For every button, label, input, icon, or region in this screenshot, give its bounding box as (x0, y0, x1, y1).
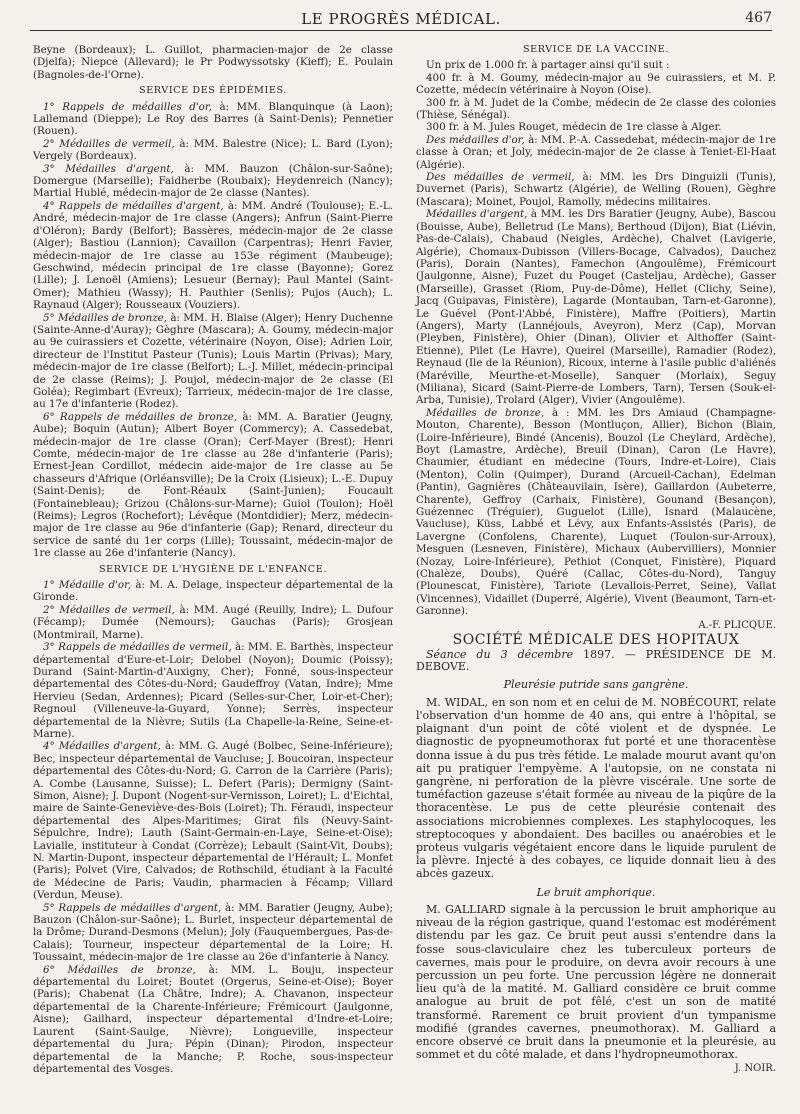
paragraph: 4° Rappels de médailles d'argent, à: MM. André (Toulouse); E.-L. André, médecin-major de 1re classe (Angers); Anfrun (Saint-Pierre d'Oléron); Bardy (Belfort); Bassères, médecin-major de 2e classe (Alger); Bastiou (Lannion); Cavaillon (Carpentras); Henri Favier, médecin-major de 1re classe au 153e régiment (Maubeuge); Geschwind, médecin principal de 1re classe (Bayonne); Gorez (Lille); J. Lenoël (Amiens); Lesueur (Bernay); Paul Mantel (Saint-Omer); Mathieu (Wassy); H. Pauthier (Senlis); Pujos (Auch); L. Raynaud (Alger); Rousseaux (Vouziers). (33, 199, 394, 312)
paragraph: 5° Médailles de bronze, à: MM. H. Blaise (Alger); Henry Duchenne (Sainte-Anne-d'Auray); Gèghre (Mascara); A. Goumy, médecin-major au 9e cuirassiers et Cozette, vétérinaire (Noyon, Oise); Adrien Loir, directeur de l'Institut Pasteur (Tunis); Louis Martin (Privas); Mary, médecin-major de 1re classe (Belfort); L.-J. Millet, médecin-principal de 2e classe (Reims); J. Poujol, médecin-major de 2e classe (El Goléa); Regimbart (Evreux); Tarrieux, médecin-major de 1re classe, au 17e d'infanterie (Rodez). (33, 311, 393, 411)
paragraph: Des médailles de vermeil, à: MM. les Drs Dinguizli (Tunis), Duvernet (Paris), Schwartz (Algérie), de Welling (Rouen), Gèghre (Mascara); Moinet, Poujol, Ramolly, médecins militaires. (416, 171, 776, 208)
paragraph: 4° Médailles d'argent, à: MM. G. Augé (Bolbec, Seine-Inférieure); Bec, inspecteur départemental de Vaucluse; J. Boucoiran, inspecteur départemental des Côtes-du-Nord; G. Carron de la Carrière (Paris); A. Combe (Lausanne, Suisse); L. Defert (Paris); Dermigny (Saint-Simon, Aisne); J. Dupont (Nogent-sur-Vernisson, Loiret); L. d'Eichtal, maire de Sainte-Geneviève-des-Bois (Loiret); Th. Féraudi, inspecteur départemental des Alpes-Maritimes; Girat fils (Neuvy-Saint-Sépulchre, Indre); Lauth (Saint-Germain-en-Laye, Seine-et-Oise); Lavialle, instituteur à Condat (Corrèze); Lebault (Saint-Vit, Doubs); N. Martin-Dupont, inspecteur départemental de l'Hérault; L. Monfet (Paris); Polvet (Vire, Calvados; de Rothschild, étudiant à la Faculté de Médecine de Paris; Vaudin, pharmacien à Fécamp; Villard (Verdun, Meuse). (33, 740, 393, 902)
paragraph: 3° Rappels de médailles de vermeil, à: MM. E. Barthès, inspecteur départemental d'Eure-et-Loir; Delobel (Noyon); Doumic (Poissy); Durand (Saint-Martin-d'Auxigny, Cher); Fonné, sous-inspecteur départemental des Côtes-du-Nord; Gaudeffroy (Vatan, Indre); Mme Hervieu (Sedan, Ardennes); Picard (Selles-sur-Cher, Loir-et-Cher); Regnoul (Villeneuve-la-Guyard, Yonne); Serrès, inspecteur départemental de la Nièvre; Sutils (La Chapelle-la-Reine, Seine-et-Marne). (33, 641, 393, 740)
subtitle: Le bruit amphorique. (536, 885, 656, 899)
paragraph: 300 fr. à M. Judet de la Combe, médecin de 2e classe des colonies (Thièse, Sénégal). (416, 96, 776, 122)
paragraph: 5° Rappels de médailles d'argent, à: MM. Baratier (Jeugny, Aube); Bauzon (Châlon-sur-Saône); L. Burlet, inspecteur départemental de la Drôme; Durand-Desmons (Melun); Joly (Fauquembergues, Pas-de-Calais); Tourneur, inspecteur départemental de la Loire; H. Toussaint, médecin-major de 1re classe au 26e d'infanterie à Nancy. (33, 901, 394, 964)
paragraph: 2° Médailles de vermeil, à: MM. Balestre (Nice); L. Bard (Lyon); Vergely (Bordeaux). (33, 137, 393, 163)
seance-line: Séance du 3 décembre 1897. — PRÉSIDENCE DE M. DEBOVE. (416, 647, 776, 673)
right-column (416, 44, 776, 1076)
paragraph: 300 fr. à M. Jules Rouget, médecin de 1re classe à Alger. (426, 121, 722, 134)
paragraph: 400 fr. à M. Goumy, médecin-major au 9e cuirassiers, et M. P. Cozette, médecin vétérinaire à Noyon (Oise). (416, 71, 776, 97)
society-heading: SOCIÉTÉ MÉDICALE DES HOPITAUX (452, 632, 740, 649)
paragraph: Des médailles d'or, à: MM. P.-A. Cassedebat, médecin-major de 1re classe à Oran; et Joly, médecin-major de 2e classe à Teniet-El-Haat (Algérie). (416, 133, 776, 171)
page-number: 467 (745, 10, 772, 26)
section-heading-enfance: SERVICE DE L'HYGIÈNE DE L'ENFANCE. (98, 563, 327, 575)
paragraph: 3° Médailles d'argent, à: MM. Bauzon (Châlon-sur-Saône); Domergue (Marseille); Faidherbe (Roubaix); Heydenreich (Nancy); Martial Hublé, médecin-major de 2e classe (Nantes). (33, 162, 393, 200)
paragraph: 6° Médailles de bronze, à: MM. L. Bouju, inspecteur départemental du Loiret; Boutet (Orgerus, Seine-et-Oise); Boyer (Paris); Chabenat (La Châtre, Indre); A. Chavanon, inspecteur départemental de la Charente-Inférieure; Frémicourt (Jaulgonne, Aisne); Gailhard, inspecteur départemental d'Indre-et-Loire; Laurent (Saint-Saulge, Nièvre); Longueville, inspecteur départemental du Jura; Pépin (Dinan); Pirodon, inspecteur départemental de la Manche; P. Roche, sous-inspecteur départemental des Vosges. (33, 963, 394, 1075)
section-heading-vaccine: SERVICE DE LA VACCINE. (523, 44, 669, 55)
paragraph: 2° Médailles de vermeil, à: MM. Augé (Reuilly, Indre); L. Dufour (Fécamp); Dumée (Nemours); Gauchas (Paris); Grosjean (Montmirail, Marne). (33, 603, 393, 641)
left-column (33, 44, 393, 1075)
subtitle: Pleurésie putride sans gangrène. (503, 678, 689, 692)
paragraph: Médailles de bronze, à : MM. les Drs Amiaud (Champagne-Mouton, Charente), Besson (Montluçon, Allier), Bichon (Blain, (Loire-Inférieure), Bindé (Ancenis), Bouzol (Le Cheylard, Ardèche), Boyt (Lamastre, Ardèche), Breuil (Dinan), Caron (Le Havre), Chaumier, étudiant en médecine (Tours, Indre-et-Loire), Ciais (Menton), Colin (Quimper), Durand (Arcueil-Cachan), Edelman (Pantin), Gagnières (Châteauvilain, Isère), Gaillardon (Aubeterre, Charente), Geffroy (Carhaix, Finistère), Gounand (Besançon), Guézennec (Tréguier), Guguelot (Lille), Isnard (Malaucène, Vaucluse), Küss, Labbé et Lévy, aux Enfants-Assistés (Paris), de Lavergne (Confolens, Charente), Luquet (Toulon-sur-Arroux), Mesguen (Lesneven, Finistère), Michaux (Aubervilliers), Monnier (Nozay, Loire-Inférieure), Pethiot (Conquet, Finistère), Piquard (Chalèze, Doubs), Quéré (Callac, Côtes-du-Nord), Tanguy (Plounescat, Finistère), Tariote (Levallois-Perret, Seine), Vallat (Vincennes), Vidaillet (Duperré, Algérie), Vivent (Beaumont, Tarn-et-Garonne). (416, 406, 777, 618)
paragraph: M. WIDAL, en son nom et en celui de M. NOBÉCOURT, relate l'observation d'un homme de 40 ans, qui entre à l'hôpital, se plaignant d'un point de côté violent et de dyspnée. Le diagnostic de pyopneumothorax fut porté et une thoracentèse donna issue à du pus très fétide. Le malade mourut avant qu'on ait pu pratiquer l'empyème. A l'autopsie, on ne constata ni gangrène, ni perforation de la plèvre viscérale. Une sorte de tuméfaction gazeuse s'était formée au niveau de la piqûre de la thoracentèse. Le pus de cette pleurésie contenait des associations microbiennes complexes. Les staphylocoques, les streptocoques y abondaient. Des bacilles ou anaérobies et le proteus vulgaris végétaient encore dans le liquide purulent de la plèvre. Injecté à des cobayes, ce liquide donnait lieu à des abcès gazeux. (416, 695, 776, 881)
paragraph: Un prix de 1.000 fr. à partager ainsi qu'il suit : (426, 59, 670, 72)
journal-title: LE PROGRÈS MÉDICAL. (301, 10, 501, 28)
signature: J. NOIR. (734, 1063, 776, 1075)
paragraph: 1° Médaille d'or, à: M. A. Delage, inspecteur départemental de la Gironde. (33, 579, 393, 604)
paragraph: 6° Rappels de médailles de bronze, à: MM. A. Baratier (Jeugny, Aube); Boquin (Autun); Albert Boyer (Commercy); A. Cassedebat, médecin-major de 1re classe (Oran); Cerf-Mayer (Brest); Henri Comte, médecin-major de 1re classe au 28e d'infanterie (Paris); Ernest-Jean Cordillot, médecin aide-major de 1re classe au 5e chasseurs d'Afrique (Orléansville); De la Croix (Lisieux); L.-E. Dupuy (Saint-Denis); de Font-Réaulx (Saint-Junien); Foucault (Fontainebleau); Grizou (Châlons-sur-Marne); Guiol (Toulon); Hoël (Reims); Legros (Rochefort); Lévêque (Montdidier); Merz, médecin-major de 1re classe au 96e d'infanterie (Gap); Renard, directeur du service de santé du 1er corps (Lille); Toussaint, médecin-major de 1re classe au 26e d'infanterie (Nancy). (33, 410, 394, 560)
section-heading-epidemies: SERVICE DES ÉPIDÉMIES. (139, 85, 287, 97)
intro-paragraph: Beyne (Bordeaux); L. Guillot, pharmacien-major de 2e classe (Djelfa); Niepce (Allevard); le Pr Podwyssotsky (Kieff); E. Poulain (Bagnoles-de-l'Orne). (33, 44, 393, 81)
page-header (30, 8, 772, 31)
paragraph: 1° Rappels de médailles d'or, à: MM. Blanquinque (à Laon); Lallemand (Dieppe); Le Roy des Barres (à Saint-Denis); Pennetier (Rouen). (33, 100, 393, 138)
signature: A.-F. PLICQUE. (698, 619, 776, 631)
paragraph: M. GALLIARD signale à la percussion le bruit amphorique au niveau de la région gastrique, quand l'estomac est modérément distendu par les gaz. Ce bruit peut aussi s'entendre dans la fosse sous-claviculaire chez les tuberculeux porteurs de cavernes, mais pour le produire, on devra avoir recours à une percussion un peu forte. Une percussion légère ne donnerait lieu qu'à de la matité. M. Galliard considère ce bruit comme analogue au bruit de pot fêlé, c'est un son de matité transformé. Rarement ce bruit provient d'un tympanisme modifié (grandes cavernes, pneumothorax). M. Galliard a encore observé ce bruit dans la pneumonie et la pleurésie, au sommet et du côté malade, et dans l'hydropneumothorax. (416, 902, 776, 1062)
paragraph: Médailles d'argent, à MM. les Drs Baratier (Jeugny, Aube), Bascou (Bouisse, Aube), Belletrud (Le Mans), Berthoud (Dijon), Biat (Liévin, Pas-de-Calais), Chabaud (Neigles, Ardèche), Chalvet (Lavigerie, Algérie), Chomaux-Dubisson (Villers-Bocage, Calvados), Dauchez (Paris), Dorain (Nantes), Famechon (Angoulême), Frémicourt (Jaulgonne, Aisne), Fuzet du Pouget (Casteljau, Ardèche), Gasser (Marseille), Grasset (Riom, Puy-de-Dôme), Hellet (Clichy, Seine), Jacq (Guipavas, Finistère), Lagarde (Montauban, Tarn-et-Garonne), Le Guével (Pont-l'Abbé, Finistère), Maffre (Poitiers), Martin (Angers), Marty (Lannéjouls, Aveyron), Merz (Cap), Morvan (Pleyben, Finistère), Ohier (Dinan), Olivier et Althoffer (Saint-Etienne), Pilet (Le Havre), Queirel (Marseille), Ramadier (Rodez), Reynaud (Ile de la Réunion), Ricoux, interne à l'asile public d'aliénés (Maréville, Meurthe-et-Moselle), Sanquer (Morlaix), Seguy (Miliana), Sicard (Saint-Pierre-de Lombers, Tarn), Tersen (Souk-el-Arba, Tunisie), Trolard (Alger), Vivier (Angoulême). (416, 208, 777, 407)
